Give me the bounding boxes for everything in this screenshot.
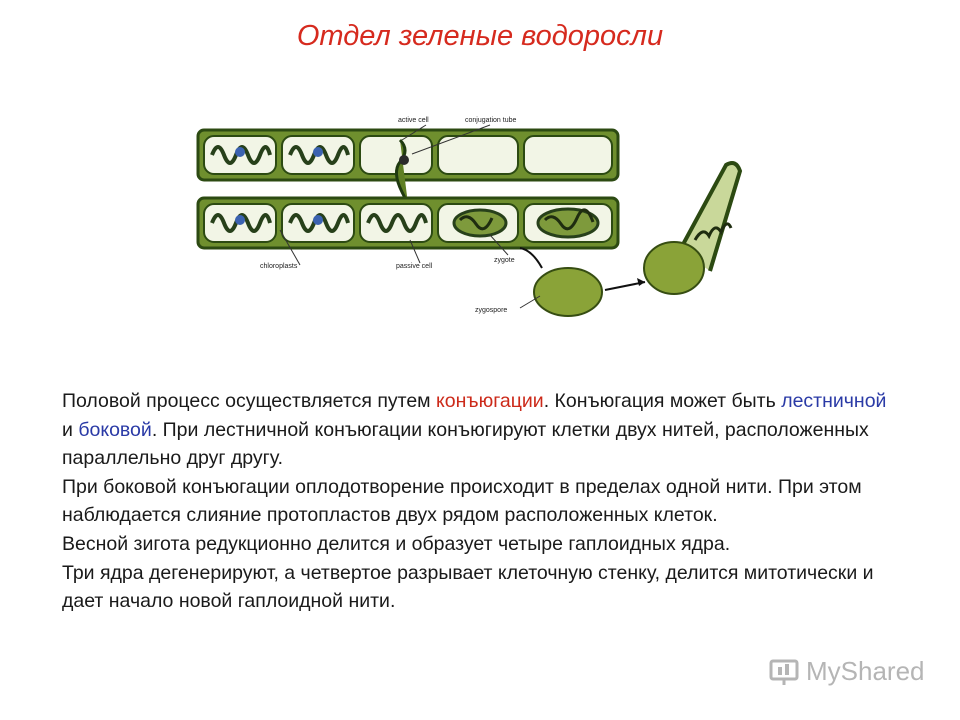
text-fragment: и xyxy=(62,418,79,441)
label-chloroplasts: chloroplasts xyxy=(260,263,298,270)
text-fragment: Половой процесс осуществляется путем xyxy=(62,390,437,412)
lower-filament xyxy=(198,198,618,248)
zygospore-cell xyxy=(534,268,602,316)
label-conjugation-tube: conjugation tube xyxy=(465,117,517,124)
paragraph-zygote: Весной зигота редукционно делится и образует четыре гаплоидных ядра. xyxy=(62,532,731,555)
germinating-zygospore xyxy=(644,163,740,294)
term-lateral: боковой xyxy=(78,418,152,441)
term-conjugation: конъюгации xyxy=(436,390,544,412)
presentation-icon xyxy=(768,657,800,687)
slide-title: Отдел зеленые водоросли xyxy=(296,20,664,52)
paragraph-conjugation xyxy=(62,387,902,473)
label-zygospore: zygospore xyxy=(475,307,508,314)
paragraph-nuclei: Три ядра дегенерируют, а четвертое разрывает клеточную стенку, делится митотически и дает начало новой гаплоидной нити. xyxy=(62,561,874,613)
paragraph-lateral: При боковой конъюгации оплодотворение происходит в пределах одной нити. При этом наблюдается слияние протопластов двух рядом расположенных клеток. xyxy=(62,475,862,527)
algae-conjugation-figure xyxy=(190,100,765,330)
text-fragment: . Конъюгация может быть xyxy=(543,390,782,412)
label-zygote: zygote xyxy=(494,257,515,264)
upper-filament xyxy=(198,130,618,204)
body-text xyxy=(62,387,902,616)
label-passive-cell: passive cell xyxy=(396,263,433,270)
watermark xyxy=(768,656,925,687)
text-fragment: . При лестничной конъюгации конъюгируют клетки двух нитей, расположенных параллельно друг другу. xyxy=(62,418,869,470)
label-active-cell: active cell xyxy=(398,117,429,124)
watermark-text: MyShared xyxy=(806,656,925,686)
term-ladder: лестничной xyxy=(781,390,887,412)
